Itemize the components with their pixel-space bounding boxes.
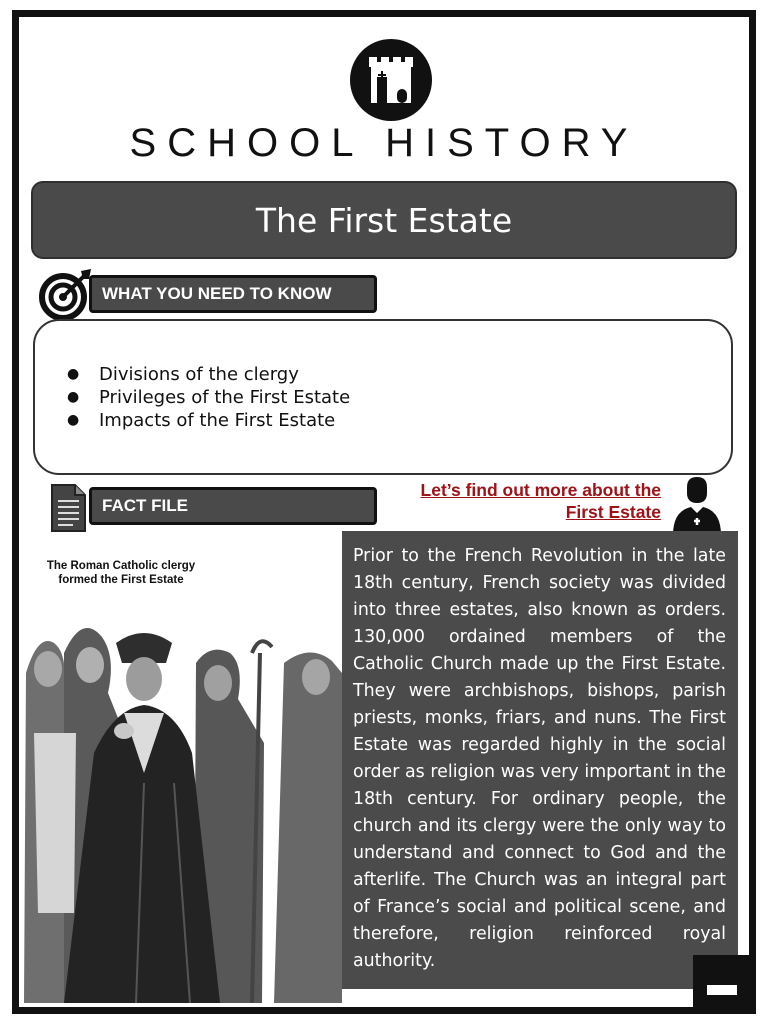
image-caption: The Roman Catholic clergy formed the First Estate (46, 560, 196, 586)
brand-logo (350, 39, 432, 121)
need-to-know-box (33, 319, 733, 475)
fact-file-panel (342, 531, 738, 989)
fact-file-text: Prior to the French Revolution in the late 18th century, French society was divided into three estates, also known as orders. 130,000 ordained members of the Catholic Church made up the First Estate. They were archbishops, bishops, parish priests, monks, friars, and nuns. The First Estate was regarded highly in the social order as religion was very important in the 18th century. For ordinary people, the church and its clergy were the only way to understand and connect to God and the afterlife. The Church was an integral part of France’s social and political scene, and therefore, religion reinforced royal authority. (353, 546, 726, 971)
priest-icon (669, 475, 725, 537)
page-title: The First Estate (255, 200, 513, 240)
castle-icon (367, 53, 415, 105)
worksheet-page (12, 10, 756, 1014)
bullet-icon: ● (67, 366, 80, 382)
target-icon (39, 267, 95, 323)
clergy-illustration (24, 613, 342, 1003)
page-title-banner (31, 181, 737, 259)
need-to-know-list (67, 363, 351, 432)
list-item: ● Impacts of the First Estate (67, 410, 336, 431)
document-icon (49, 483, 87, 533)
find-out-more-link[interactable]: Let’s find out more about the First Estate (420, 480, 661, 522)
bullet-icon: ● (67, 412, 80, 428)
list-item: ● Divisions of the clergy (67, 364, 299, 385)
brand-title: SCHOOL HISTORY (129, 121, 639, 165)
fact-file-header: FACT FILE (89, 487, 377, 525)
list-item: ● Privileges of the First Estate (67, 387, 351, 408)
bullet-icon: ● (67, 389, 80, 405)
what-you-need-to-know-header: WHAT YOU NEED TO KNOW (89, 275, 377, 313)
corner-decoration (693, 955, 749, 1007)
